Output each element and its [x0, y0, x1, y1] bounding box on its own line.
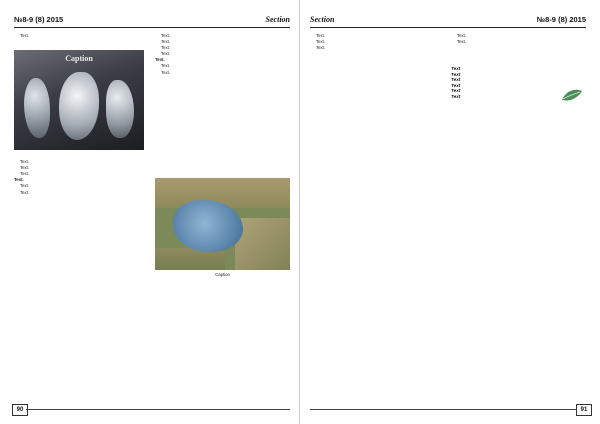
page-number: 91: [576, 404, 592, 416]
article-photo: [14, 50, 144, 150]
paragraph: Text.: [20, 189, 30, 195]
header-rule: [310, 27, 586, 28]
issue-number: №8-9 (8) 2015: [536, 15, 586, 24]
satellite-caption: Caption: [215, 272, 230, 277]
paragraph: Text.: [20, 165, 30, 171]
right-header: [310, 13, 586, 27]
paragraph: Text.: [161, 39, 171, 45]
paragraph: Text.: [20, 159, 30, 165]
decorative-leaf-icon: [560, 88, 584, 102]
footer-rule: [310, 409, 576, 410]
list-item: Text: [451, 77, 461, 83]
ice-shape: [24, 78, 50, 138]
paragraph: Text.: [161, 33, 171, 38]
footer-rule: [26, 409, 290, 410]
page-number: 90: [12, 404, 28, 416]
list-item: Text: [451, 88, 461, 94]
paragraph: Text.: [20, 33, 30, 38]
paragraph: Text.: [316, 45, 326, 51]
paragraph: Text.: [20, 183, 30, 189]
list-item: Text: [451, 93, 461, 99]
ice-shape: [59, 72, 99, 140]
paragraph: Text.: [316, 33, 326, 38]
list-item: Text: [451, 82, 461, 88]
column-4: [451, 33, 584, 173]
paragraph: Text.: [316, 39, 326, 45]
paragraph: Text.: [161, 69, 171, 75]
land-region: [235, 218, 290, 270]
paragraph: Text.: [161, 51, 171, 57]
right-page: [300, 0, 600, 424]
header-rule: [14, 27, 290, 28]
paragraph: Text.: [457, 39, 467, 45]
issue-number: №8-9 (8) 2015: [14, 15, 64, 24]
paragraph: Text.: [20, 171, 30, 177]
column-3: [310, 33, 440, 378]
subheading: Text.: [14, 177, 24, 183]
subheading: Text.: [155, 57, 165, 63]
section-title: Section: [265, 15, 290, 24]
photo-caption: Caption: [65, 54, 93, 63]
list-item: Text: [451, 66, 461, 71]
left-header: [14, 13, 290, 27]
ice-shape: [106, 80, 134, 138]
paragraph: Text.: [161, 45, 171, 51]
list-item: Text: [451, 71, 461, 77]
paragraph: Text.: [161, 63, 171, 69]
satellite-image: [155, 178, 290, 270]
paragraph: Text.: [457, 33, 467, 38]
section-title: Section: [310, 15, 335, 24]
